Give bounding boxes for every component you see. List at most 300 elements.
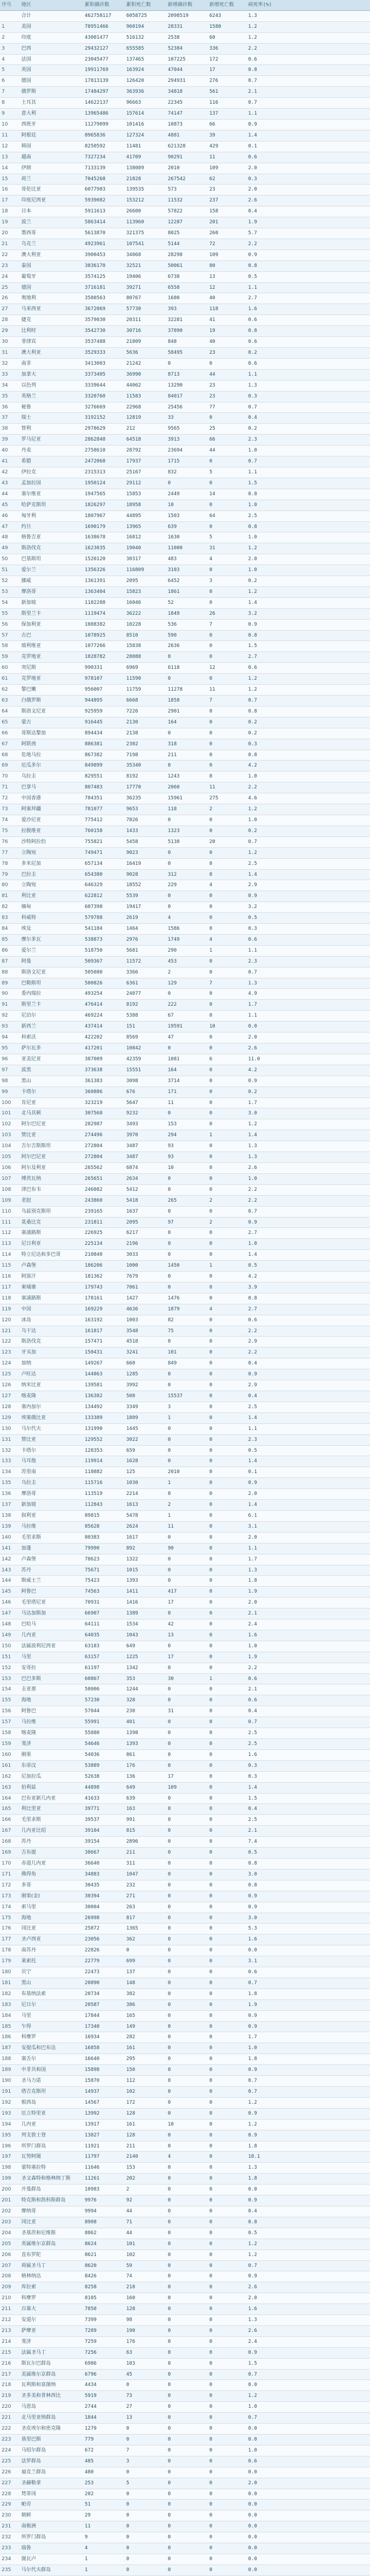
table-row[interactable] bbox=[0, 1956, 370, 1967]
table-row[interactable] bbox=[0, 195, 370, 206]
table-row[interactable] bbox=[0, 1706, 370, 1717]
header-new-deaths[interactable]: 新增死亡数 bbox=[208, 0, 246, 10]
table-row[interactable] bbox=[0, 391, 370, 402]
table-row[interactable] bbox=[0, 1087, 370, 1097]
row-index: 142 bbox=[0, 1554, 20, 1565]
table-row[interactable] bbox=[0, 652, 370, 663]
table-row[interactable] bbox=[0, 1043, 370, 1054]
table-row[interactable] bbox=[0, 2119, 370, 2130]
table-row[interactable] bbox=[0, 1162, 370, 1173]
table-row[interactable] bbox=[0, 54, 370, 65]
table-row[interactable] bbox=[0, 130, 370, 141]
row-new-deaths: 0 bbox=[208, 1858, 246, 1869]
table-row[interactable] bbox=[0, 674, 370, 685]
row-spacer bbox=[285, 2260, 370, 2271]
header-new-cases[interactable]: 新增确诊数 bbox=[166, 0, 208, 10]
table-row[interactable] bbox=[0, 2228, 370, 2239]
table-row[interactable] bbox=[0, 1434, 370, 1445]
table-row[interactable] bbox=[0, 2413, 370, 2424]
table-row[interactable] bbox=[0, 1293, 370, 1304]
row-index: 169 bbox=[0, 1848, 20, 1859]
table-row[interactable] bbox=[0, 869, 370, 880]
table-row[interactable] bbox=[0, 1848, 370, 1859]
row-spacer bbox=[285, 2163, 370, 2174]
table-row[interactable] bbox=[0, 1815, 370, 1826]
table-row[interactable] bbox=[0, 1554, 370, 1565]
row-deaths: 7826 bbox=[125, 815, 166, 826]
table-row[interactable] bbox=[0, 1076, 370, 1087]
table-row[interactable] bbox=[0, 1608, 370, 1619]
table-row[interactable] bbox=[0, 2380, 370, 2391]
table-row[interactable] bbox=[0, 446, 370, 456]
row-spacer bbox=[285, 130, 370, 141]
table-row[interactable] bbox=[0, 1489, 370, 1500]
table-row[interactable] bbox=[0, 489, 370, 500]
table-row[interactable] bbox=[0, 1771, 370, 1782]
table-row[interactable] bbox=[0, 1749, 370, 1760]
header-confirmed[interactable]: 累积确诊数 bbox=[83, 0, 125, 10]
table-row[interactable] bbox=[0, 1684, 370, 1695]
row-confirmed: 579788 bbox=[83, 913, 125, 924]
row-new-cases: 0 bbox=[166, 1608, 208, 1619]
table-row[interactable] bbox=[0, 282, 370, 293]
table-row[interactable] bbox=[0, 1510, 370, 1521]
table-row[interactable] bbox=[0, 1250, 370, 1261]
table-row[interactable] bbox=[0, 1663, 370, 1673]
table-row[interactable] bbox=[0, 1173, 370, 1184]
table-row[interactable] bbox=[0, 293, 370, 304]
table-row[interactable] bbox=[0, 2402, 370, 2413]
table-row[interactable] bbox=[0, 413, 370, 424]
table-row[interactable] bbox=[0, 663, 370, 674]
table-row[interactable] bbox=[0, 2521, 370, 2532]
table-row[interactable] bbox=[0, 739, 370, 750]
table-row[interactable] bbox=[0, 1304, 370, 1315]
table-row[interactable] bbox=[0, 1130, 370, 1141]
table-total-row[interactable] bbox=[0, 10, 370, 21]
table-row[interactable] bbox=[0, 2271, 370, 2282]
table-row[interactable] bbox=[0, 2217, 370, 2228]
table-row[interactable] bbox=[0, 43, 370, 54]
table-row[interactable] bbox=[0, 2010, 370, 2021]
table-row[interactable] bbox=[0, 2456, 370, 2467]
table-row[interactable] bbox=[0, 1054, 370, 1065]
table-row[interactable] bbox=[0, 1532, 370, 1543]
table-row[interactable] bbox=[0, 1011, 370, 1022]
table-row[interactable] bbox=[0, 728, 370, 739]
row-region: 厄瓜多尔 bbox=[20, 761, 83, 771]
row-new-deaths: 23 bbox=[208, 391, 246, 402]
table-row[interactable] bbox=[0, 1630, 370, 1641]
table-row[interactable] bbox=[0, 1728, 370, 1739]
table-row[interactable] bbox=[0, 967, 370, 978]
row-region: 阿鲁巴 bbox=[20, 1587, 83, 1598]
table-row[interactable] bbox=[0, 2445, 370, 2456]
table-row[interactable] bbox=[0, 1228, 370, 1239]
table-row[interactable] bbox=[0, 2174, 370, 2185]
table-row[interactable] bbox=[0, 858, 370, 869]
table-row[interactable] bbox=[0, 1739, 370, 1750]
table-row[interactable] bbox=[0, 2554, 370, 2565]
row-index: 172 bbox=[0, 1880, 20, 1891]
header-fatality[interactable]: 病死率(%) bbox=[246, 0, 285, 10]
table-row[interactable] bbox=[0, 2260, 370, 2271]
table-row[interactable] bbox=[0, 478, 370, 489]
table-row[interactable] bbox=[0, 152, 370, 163]
table-row[interactable] bbox=[0, 608, 370, 619]
table-row[interactable] bbox=[0, 1913, 370, 1924]
table-row[interactable] bbox=[0, 913, 370, 924]
table-row[interactable] bbox=[0, 1261, 370, 1272]
table-row[interactable] bbox=[0, 2293, 370, 2304]
table-row[interactable] bbox=[0, 2435, 370, 2446]
table-row[interactable] bbox=[0, 934, 370, 945]
table-row[interactable] bbox=[0, 2478, 370, 2489]
table-row[interactable] bbox=[0, 543, 370, 554]
table-row[interactable] bbox=[0, 21, 370, 32]
table-row[interactable] bbox=[0, 2130, 370, 2141]
table-row[interactable] bbox=[0, 2097, 370, 2108]
table-row[interactable] bbox=[0, 2565, 370, 2575]
table-row[interactable] bbox=[0, 337, 370, 348]
table-row[interactable] bbox=[0, 1902, 370, 1913]
row-spacer bbox=[285, 1837, 370, 1848]
row-fatality: 3.1 bbox=[246, 1956, 285, 1967]
header-index[interactable]: 序号 bbox=[0, 0, 20, 10]
row-confirmed: 13827 bbox=[83, 2130, 125, 2141]
table-row[interactable] bbox=[0, 1500, 370, 1511]
table-row[interactable] bbox=[0, 185, 370, 195]
row-fatality: 1.1 bbox=[246, 369, 285, 380]
table-row[interactable] bbox=[0, 1108, 370, 1119]
table-row[interactable] bbox=[0, 1022, 370, 1032]
table-row[interactable] bbox=[0, 424, 370, 435]
table-row[interactable] bbox=[0, 1598, 370, 1608]
table-row[interactable] bbox=[0, 1445, 370, 1456]
row-new-deaths: 7 bbox=[208, 978, 246, 989]
table-row[interactable] bbox=[0, 369, 370, 380]
table-row[interactable] bbox=[0, 1782, 370, 1793]
table-row[interactable] bbox=[0, 891, 370, 902]
table-row[interactable] bbox=[0, 717, 370, 728]
row-region: 瑞士 bbox=[20, 413, 83, 424]
table-row[interactable] bbox=[0, 956, 370, 967]
table-row[interactable] bbox=[0, 2021, 370, 2032]
table-row[interactable] bbox=[0, 2054, 370, 2065]
table-row[interactable] bbox=[0, 1880, 370, 1891]
header-deaths[interactable]: 累积死亡数 bbox=[125, 0, 166, 10]
table-row[interactable] bbox=[0, 2424, 370, 2435]
table-row[interactable] bbox=[0, 1141, 370, 1152]
table-row[interactable] bbox=[0, 1184, 370, 1195]
table-row[interactable] bbox=[0, 1380, 370, 1391]
row-deaths: 13965 bbox=[125, 521, 166, 532]
table-row[interactable] bbox=[0, 87, 370, 98]
row-deaths: 8510 bbox=[125, 630, 166, 641]
table-row[interactable] bbox=[0, 1152, 370, 1163]
table-row[interactable] bbox=[0, 924, 370, 935]
table-row[interactable] bbox=[0, 771, 370, 782]
row-region: 海地 bbox=[20, 1695, 83, 1706]
table-row[interactable] bbox=[0, 1804, 370, 1815]
table-row[interactable] bbox=[0, 2369, 370, 2380]
table-row[interactable] bbox=[0, 630, 370, 641]
table-row[interactable] bbox=[0, 326, 370, 337]
row-region: 毛里求斯 bbox=[20, 1815, 83, 1826]
table-row[interactable] bbox=[0, 304, 370, 315]
table-row[interactable] bbox=[0, 217, 370, 228]
table-row[interactable] bbox=[0, 1065, 370, 1076]
table-row[interactable] bbox=[0, 1837, 370, 1848]
table-row[interactable] bbox=[0, 576, 370, 587]
table-row[interactable] bbox=[0, 206, 370, 217]
table-row[interactable] bbox=[0, 1673, 370, 1684]
table-row[interactable] bbox=[0, 2249, 370, 2260]
table-row[interactable] bbox=[0, 65, 370, 76]
table-row[interactable] bbox=[0, 119, 370, 130]
table-row[interactable] bbox=[0, 532, 370, 543]
table-row[interactable] bbox=[0, 1000, 370, 1011]
row-index: 175 bbox=[0, 1913, 20, 1924]
table-row[interactable] bbox=[0, 945, 370, 956]
row-confirmed: 4923961 bbox=[83, 239, 125, 250]
table-row[interactable] bbox=[0, 467, 370, 478]
table-row[interactable] bbox=[0, 358, 370, 369]
table-row[interactable] bbox=[0, 1869, 370, 1880]
table-row[interactable] bbox=[0, 750, 370, 761]
table-row[interactable] bbox=[0, 2163, 370, 2174]
table-row[interactable] bbox=[0, 1097, 370, 1108]
row-confirmed: 541184 bbox=[83, 924, 125, 935]
table-row[interactable] bbox=[0, 2076, 370, 2087]
table-row[interactable] bbox=[0, 2489, 370, 2500]
row-new-cases: 0 bbox=[166, 1043, 208, 1054]
table-row[interactable] bbox=[0, 348, 370, 359]
table-row[interactable] bbox=[0, 1760, 370, 1771]
row-region: 克罗地亚 bbox=[20, 674, 83, 685]
table-row[interactable] bbox=[0, 1272, 370, 1283]
table-row[interactable] bbox=[0, 706, 370, 717]
table-row[interactable] bbox=[0, 2391, 370, 2402]
table-row[interactable] bbox=[0, 2043, 370, 2054]
table-row[interactable] bbox=[0, 109, 370, 120]
table-row[interactable] bbox=[0, 2336, 370, 2347]
table-row[interactable] bbox=[0, 1978, 370, 1989]
row-deaths: 6874 bbox=[125, 1162, 166, 1173]
row-deaths: 102 bbox=[125, 2249, 166, 2260]
row-index: 109 bbox=[0, 1195, 20, 1206]
table-row[interactable] bbox=[0, 1891, 370, 1902]
table-row[interactable] bbox=[0, 380, 370, 391]
table-row[interactable] bbox=[0, 315, 370, 326]
table-row[interactable] bbox=[0, 2108, 370, 2119]
table-row[interactable] bbox=[0, 1326, 370, 1337]
table-row[interactable] bbox=[0, 228, 370, 239]
table-row[interactable] bbox=[0, 1641, 370, 1652]
table-row[interactable] bbox=[0, 2467, 370, 2478]
table-row[interactable] bbox=[0, 1391, 370, 1402]
table-row[interactable] bbox=[0, 2500, 370, 2510]
row-new-cases: 11532 bbox=[166, 195, 208, 206]
row-index: 192 bbox=[0, 2097, 20, 2108]
table-row[interactable] bbox=[0, 1239, 370, 1250]
table-row[interactable] bbox=[0, 1695, 370, 1706]
table-row[interactable] bbox=[0, 1402, 370, 1412]
table-row[interactable] bbox=[0, 1348, 370, 1358]
table-row[interactable] bbox=[0, 2206, 370, 2217]
row-deaths: 1628 bbox=[125, 1456, 166, 1467]
table-row[interactable] bbox=[0, 1467, 370, 1478]
table-row[interactable] bbox=[0, 1217, 370, 1228]
table-row[interactable] bbox=[0, 1206, 370, 1217]
table-row[interactable] bbox=[0, 239, 370, 250]
table-row[interactable] bbox=[0, 1543, 370, 1554]
table-row[interactable] bbox=[0, 2032, 370, 2043]
table-row[interactable] bbox=[0, 163, 370, 174]
table-row[interactable] bbox=[0, 1456, 370, 1467]
header-region[interactable]: 地区 bbox=[20, 0, 83, 10]
table-row[interactable] bbox=[0, 685, 370, 696]
table-row[interactable] bbox=[0, 782, 370, 793]
row-spacer bbox=[285, 358, 370, 369]
table-row[interactable] bbox=[0, 793, 370, 804]
table-row[interactable] bbox=[0, 2087, 370, 2098]
table-row[interactable] bbox=[0, 456, 370, 467]
table-row[interactable] bbox=[0, 1282, 370, 1293]
table-row[interactable] bbox=[0, 174, 370, 185]
row-index: 64 bbox=[0, 706, 20, 717]
row-spacer bbox=[285, 685, 370, 696]
table-row[interactable] bbox=[0, 402, 370, 413]
row-new-cases: 0 bbox=[166, 358, 208, 369]
table-row[interactable] bbox=[0, 511, 370, 521]
table-row[interactable] bbox=[0, 2315, 370, 2326]
row-region: 蒙古 bbox=[20, 717, 83, 728]
table-row[interactable] bbox=[0, 500, 370, 511]
table-row[interactable] bbox=[0, 2282, 370, 2293]
table-row[interactable] bbox=[0, 836, 370, 847]
table-row[interactable] bbox=[0, 260, 370, 271]
table-row[interactable] bbox=[0, 641, 370, 652]
row-deaths: 353 bbox=[125, 1673, 166, 1684]
table-row[interactable] bbox=[0, 804, 370, 815]
table-row[interactable] bbox=[0, 2510, 370, 2521]
table-row[interactable] bbox=[0, 2543, 370, 2554]
table-row[interactable] bbox=[0, 1358, 370, 1369]
row-new-cases: 1586 bbox=[166, 924, 208, 935]
table-row[interactable] bbox=[0, 2239, 370, 2249]
row-new-deaths: 0 bbox=[208, 1521, 246, 1532]
row-new-cases: 52 bbox=[166, 597, 208, 608]
row-deaths: 6969 bbox=[125, 663, 166, 674]
table-row[interactable] bbox=[0, 1576, 370, 1587]
row-index: 171 bbox=[0, 1869, 20, 1880]
row-confirmed: 1638678 bbox=[83, 532, 125, 543]
table-row[interactable] bbox=[0, 1119, 370, 1130]
table-row[interactable] bbox=[0, 1587, 370, 1598]
table-row[interactable] bbox=[0, 521, 370, 532]
table-row[interactable] bbox=[0, 597, 370, 608]
table-row[interactable] bbox=[0, 847, 370, 858]
table-row[interactable] bbox=[0, 2358, 370, 2369]
table-row[interactable] bbox=[0, 1032, 370, 1043]
table-row[interactable] bbox=[0, 880, 370, 891]
row-confirmed: 1078925 bbox=[83, 630, 125, 641]
row-new-deaths: 0 bbox=[208, 641, 246, 652]
table-row[interactable] bbox=[0, 902, 370, 913]
table-row[interactable] bbox=[0, 2185, 370, 2195]
table-row[interactable] bbox=[0, 1478, 370, 1489]
table-row[interactable] bbox=[0, 1924, 370, 1934]
row-index: 221 bbox=[0, 2413, 20, 2424]
table-row[interactable] bbox=[0, 98, 370, 109]
table-row[interactable] bbox=[0, 2325, 370, 2336]
row-confirmed: 239165 bbox=[83, 1206, 125, 1217]
row-deaths: 44895 bbox=[125, 511, 166, 521]
table-row[interactable] bbox=[0, 978, 370, 989]
row-fatality: 1.3 bbox=[246, 380, 285, 391]
table-row[interactable] bbox=[0, 435, 370, 446]
table-row[interactable] bbox=[0, 565, 370, 576]
row-new-cases: 12287 bbox=[166, 217, 208, 228]
table-row[interactable] bbox=[0, 1423, 370, 1434]
table-row[interactable] bbox=[0, 141, 370, 152]
table-row[interactable] bbox=[0, 815, 370, 826]
table-row[interactable] bbox=[0, 1717, 370, 1728]
table-row[interactable] bbox=[0, 2532, 370, 2543]
table-row[interactable] bbox=[0, 2152, 370, 2163]
table-row[interactable] bbox=[0, 761, 370, 771]
table-row[interactable] bbox=[0, 2065, 370, 2076]
table-row[interactable] bbox=[0, 989, 370, 1000]
table-row[interactable] bbox=[0, 1989, 370, 1999]
table-row[interactable] bbox=[0, 1412, 370, 1423]
table-row[interactable] bbox=[0, 696, 370, 707]
table-row[interactable] bbox=[0, 271, 370, 282]
table-row[interactable] bbox=[0, 1826, 370, 1837]
table-row[interactable] bbox=[0, 619, 370, 630]
table-row[interactable] bbox=[0, 826, 370, 836]
table-row[interactable] bbox=[0, 2195, 370, 2206]
table-row[interactable] bbox=[0, 2304, 370, 2315]
table-row[interactable] bbox=[0, 76, 370, 87]
table-row[interactable] bbox=[0, 250, 370, 260]
table-row[interactable] bbox=[0, 1195, 370, 1206]
table-row[interactable] bbox=[0, 554, 370, 565]
table-row[interactable] bbox=[0, 1967, 370, 1978]
table-row[interactable] bbox=[0, 1793, 370, 1804]
table-row[interactable] bbox=[0, 32, 370, 43]
table-row[interactable] bbox=[0, 1521, 370, 1532]
table-row[interactable] bbox=[0, 1858, 370, 1869]
row-index: 36 bbox=[0, 402, 20, 413]
row-new-deaths: 26 bbox=[208, 608, 246, 619]
table-row[interactable] bbox=[0, 1619, 370, 1630]
table-row[interactable] bbox=[0, 1565, 370, 1576]
table-row[interactable] bbox=[0, 1315, 370, 1326]
table-row[interactable] bbox=[0, 1945, 370, 1956]
table-row[interactable] bbox=[0, 1369, 370, 1380]
table-row[interactable] bbox=[0, 1337, 370, 1348]
table-row[interactable] bbox=[0, 586, 370, 597]
table-row[interactable] bbox=[0, 1652, 370, 1663]
table-row[interactable] bbox=[0, 2141, 370, 2152]
table-row[interactable] bbox=[0, 1999, 370, 2010]
table-row[interactable] bbox=[0, 2347, 370, 2358]
row-confirmed: 5939082 bbox=[83, 195, 125, 206]
row-confirmed: 14937 bbox=[83, 2087, 125, 2098]
table-row[interactable] bbox=[0, 1934, 370, 1945]
